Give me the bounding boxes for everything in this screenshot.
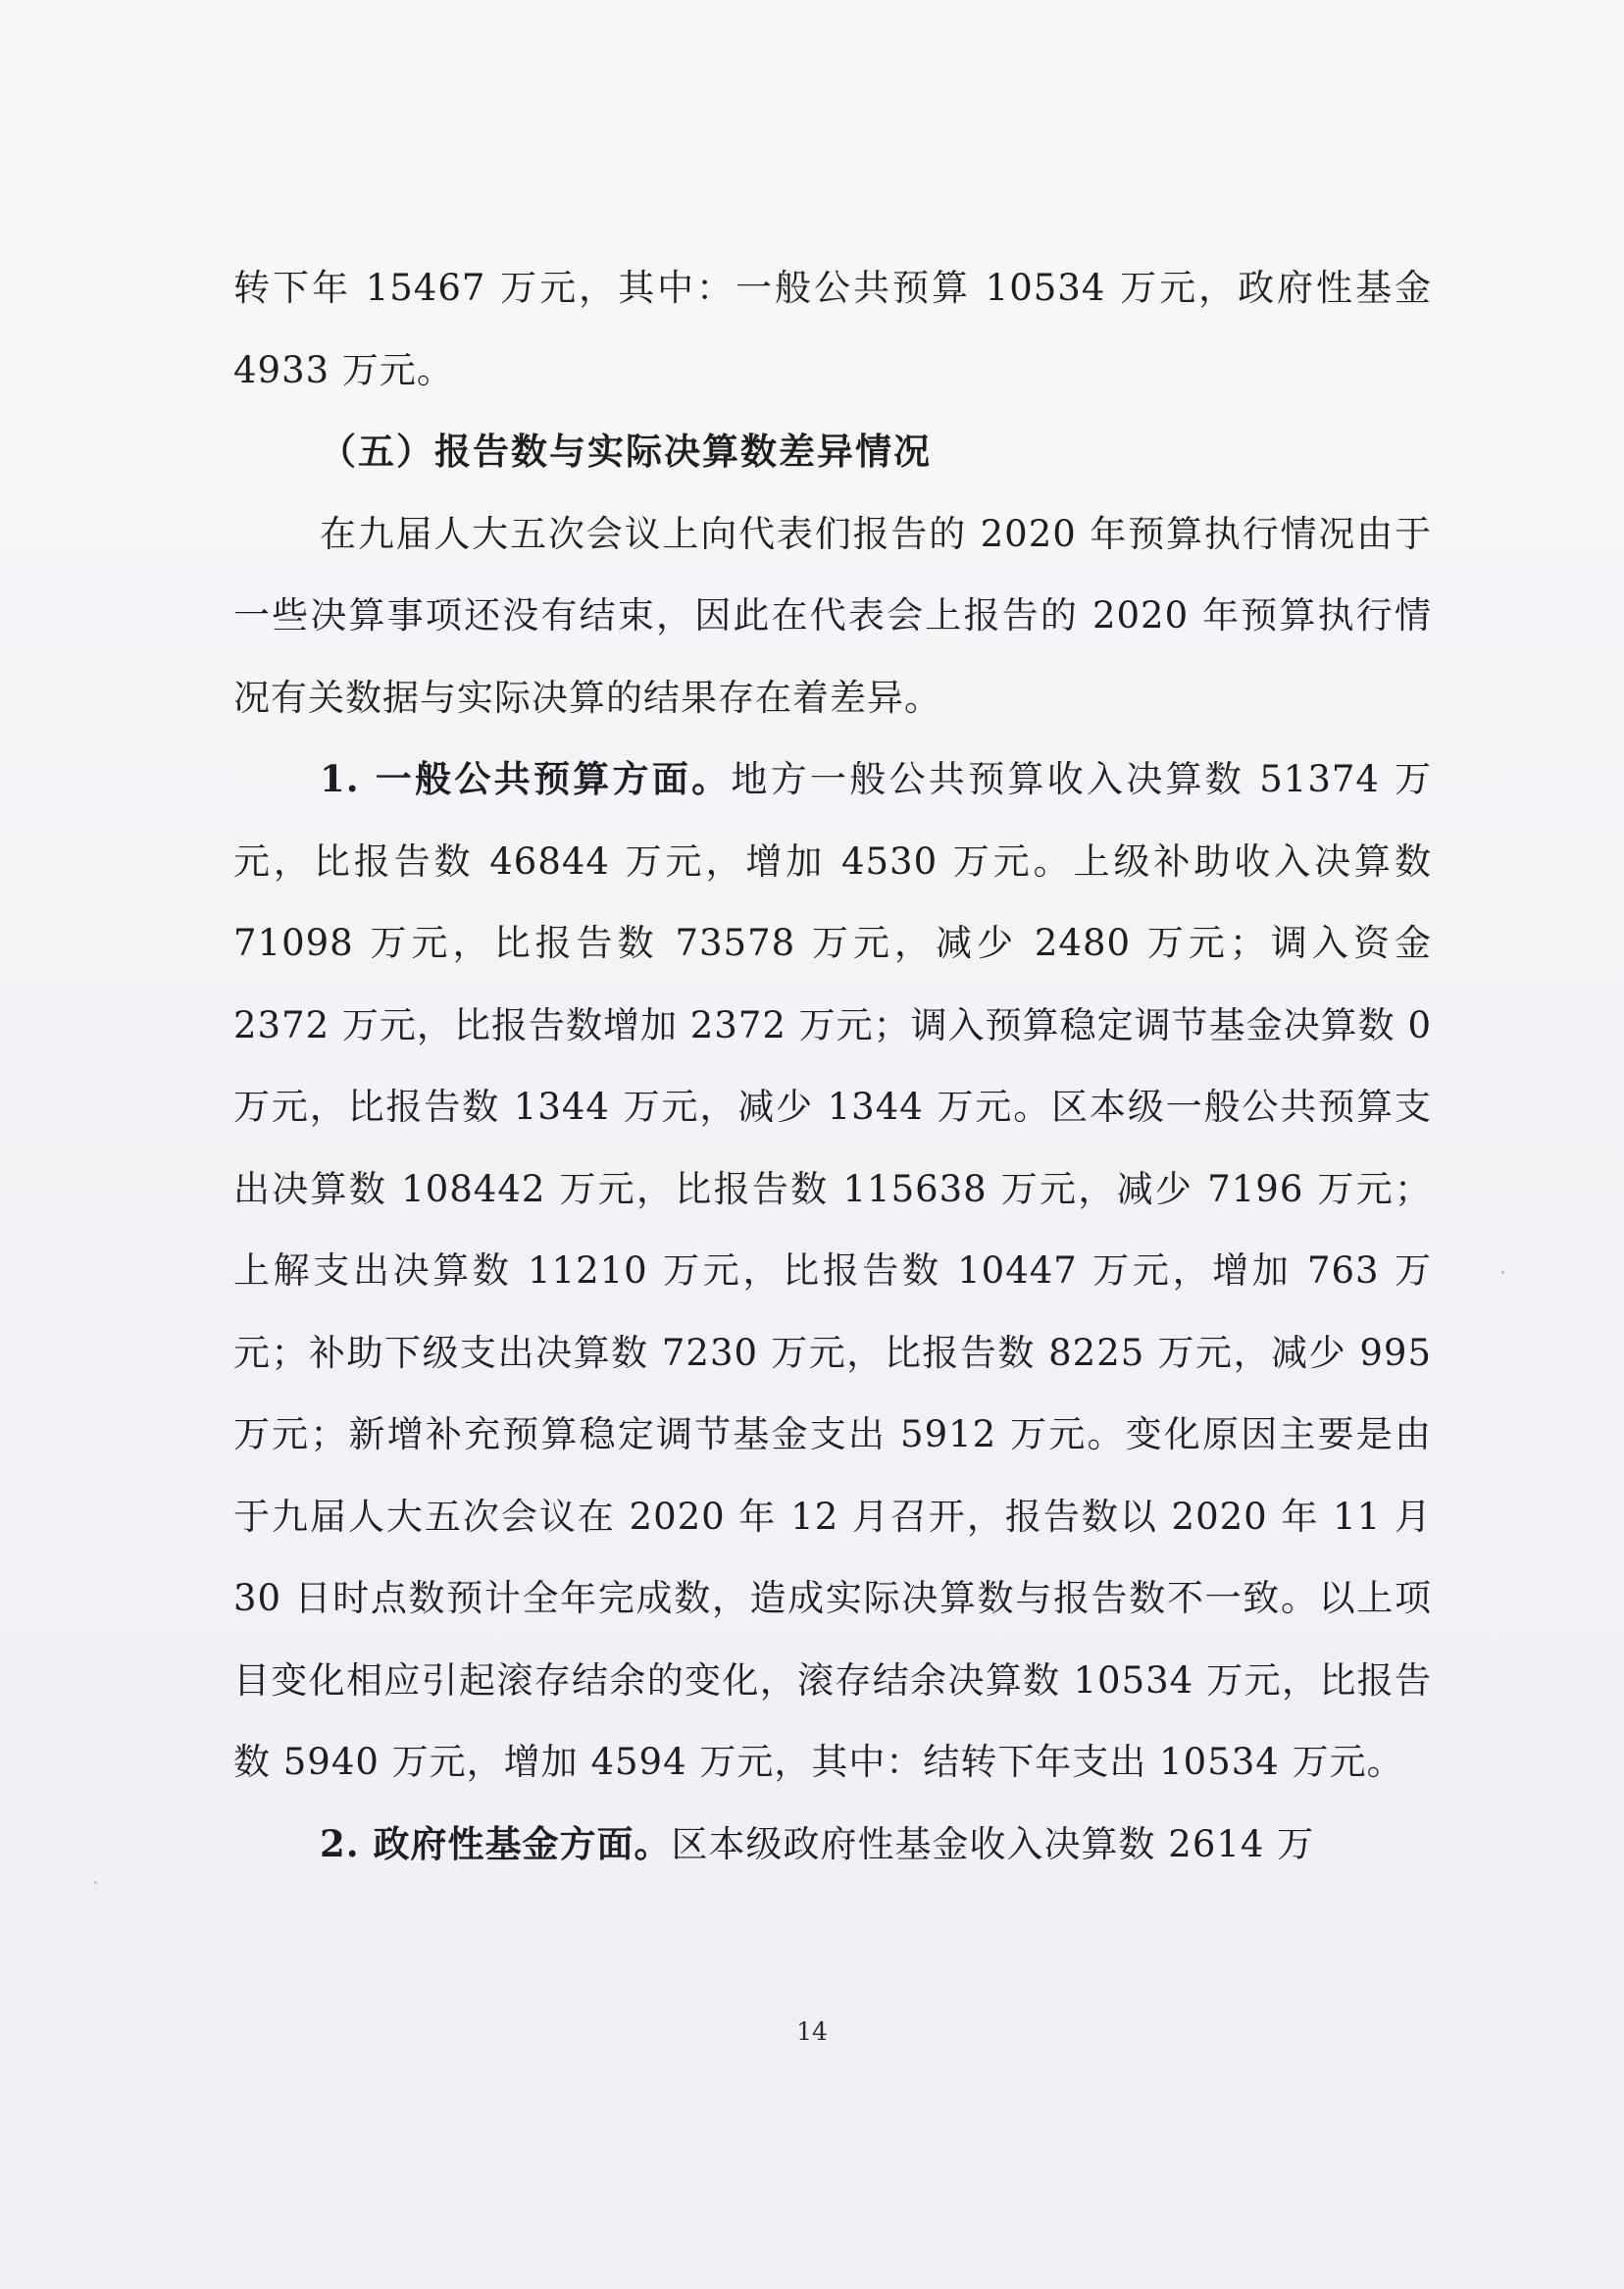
government-fund-heading: 2. 政府性基金方面。 — [320, 1821, 672, 1865]
general-budget-heading: 1. 一般公共预算方面。 — [320, 757, 732, 800]
scan-speck — [94, 1881, 97, 1884]
paragraph-general-budget — [233, 738, 1432, 1804]
general-budget-text: 地方一般公共预算收入决算数 51374 万元，比报告数 46844 万元，增加 4530 万元。上级补助收入决算数 71098 万元，比报告数 73578 万元，减少 2480 万元；调入资金 2372 万元，比报告数增加 2372 万元；调入预算稳定调节基金决算数 0 万元，比报告数 1344 万元，减少 1344 万元。区本级一般公共预算支出决算数 108442 万元，比报告数 115638 万元，减少 7196 万元；上解支出决算数 11210 万元，比报告数 10447 万元，增加 763 万元；补助下级支出决算数 7230 万元，比报告数 8225 万元，减少 995 万元；新增补充预算稳定调节基金支出 5912 万元。变化原因主要是由于九届人大五次会议在 2020 年 12 月召开，报告数以 2020 年 11 月 30 日时点数预计全年完成数，造成实际决算数与报告数不一致。以上项目变化相应引起滚存结余的变化，滚存结余决算数 10534 万元，比报告数 5940 万元，增加 4594 万元，其中：结转下年支出 10534 万元。 — [233, 758, 1432, 1783]
section-heading-differences: （五）报告数与实际决算数差异情况 — [320, 430, 932, 473]
paragraph-difference-intro: 在九届人大五次会议上向代表们报告的 2020 年预算执行情况由于一些决算事项还没有结束，因此在代表会上报告的 2020 年预算执行情况有关数据与实际决算的结果存在着差异。 — [233, 512, 1432, 719]
scan-speck — [1501, 1271, 1504, 1274]
government-fund-text: 区本级政府性基金收入决算数 2614 万 — [671, 1822, 1315, 1865]
document-body — [233, 247, 1432, 1885]
paragraph-fund-carryover: 转下年 15467 万元，其中：一般公共预算 10534 万元，政府性基金 4933 万元。 — [233, 267, 1432, 391]
page-number: 14 — [796, 2017, 828, 2046]
paragraph-government-fund — [233, 1804, 1432, 1886]
